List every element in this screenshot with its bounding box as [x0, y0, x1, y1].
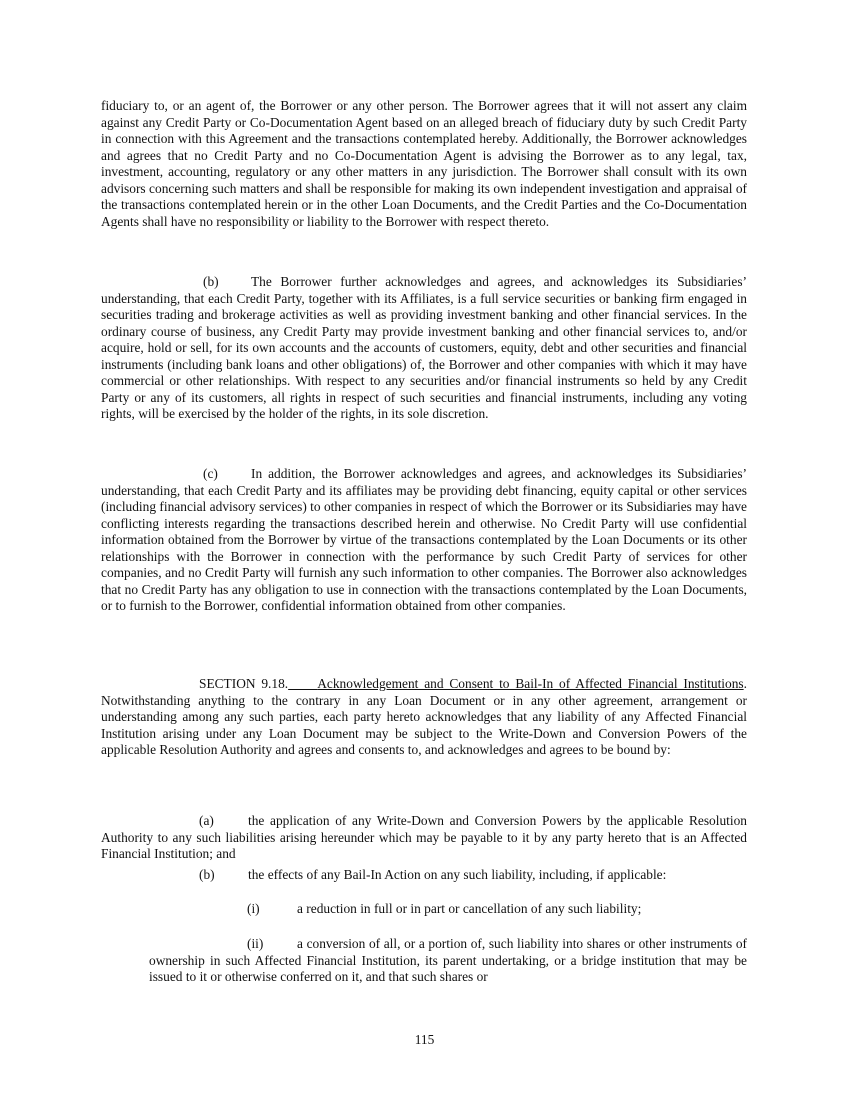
- clause-b-label: (b): [199, 867, 215, 882]
- section-title-text: Acknowledgement and Consent to Bail-In of Affected Financial Institutions: [317, 676, 744, 691]
- paragraph-b-label: (b): [203, 274, 219, 289]
- subclause-ii-text: a conversion of all, or a portion of, such liability into shares or other instruments of ownership in such Affected Financial Institution, its parent undertaking, or a bridge institution that may be issued to it or otherwise conferred on it, and that such shares or: [149, 936, 747, 984]
- subclause-ii: [149, 936, 747, 986]
- clause-a-label: (a): [199, 813, 214, 828]
- section-text: . Notwithstanding anything to the contrary in any Loan Document or in any other agreement, arrangement or understanding among any such parties, each party hereto acknowledges that any liability of any Affected Financial Institution arising under any Loan Document may be subject to the Write-Down and Conversion Powers of the applicable Resolution Authority and agrees and consents to, and acknowledges and agrees to be bound by:: [101, 676, 747, 757]
- paragraph-c-text: In addition, the Borrower acknowledges and agrees, and acknowledges its Subsidiaries’ understanding, that each Credit Party and its affiliates may be providing debt financing, equity capital or other services (including financial advisory services) to other companies in respect of which the Borrower or its Subsidiaries may have conflicting interests regarding the transactions described herein and otherwise. No Credit Party will use confidential information obtained from the Borrower by virtue of the transactions contemplated by the Loan Documents or its other relationships with the Borrower in connection with the performance by such Credit Party of services for other companies, and no Credit Party will furnish any such information to other companies. The Borrower also acknowledges that no Credit Party has any obligation to use in connection with the transactions contemplated by the Loan Documents, or to furnish to the Borrower, confidential information obtained from other companies.: [101, 466, 747, 613]
- subclause-ii-label: (ii): [247, 936, 264, 951]
- page-number: 115: [414, 1032, 435, 1047]
- clause-b: [101, 867, 747, 884]
- subclause-i: [149, 901, 747, 918]
- section-number: SECTION 9.18.: [199, 676, 289, 691]
- paragraph-c-label: (c): [203, 466, 218, 481]
- section-title: [288, 676, 743, 691]
- paragraph-c: [101, 466, 747, 615]
- paragraph-b: [101, 274, 747, 423]
- clause-a: [101, 813, 747, 863]
- subclause-i-label: (i): [247, 901, 260, 916]
- section-9-18: [101, 676, 747, 759]
- paragraph-b-text: The Borrower further acknowledges and agrees, and acknowledges its Subsidiaries’ understanding, that each Credit Party, together with its Affiliates, is a full service securities or banking firm engaged in securities trading and brokerage activities as well as providing investment banking and other financial services. In the ordinary course of business, any Credit Party may provide investment banking and other financial services to, and/or acquire, hold or sell, for its own accounts and the accounts of customers, equity, debt and other securities and financial instruments (including bank loans and other obligations) of, the Borrower and other companies with which it may have commercial or other relationships. With respect to any securities and/or financial instruments so held by any Credit Party or any of its customers, all rights in respect of such securities and financial instruments, including any voting rights, will be exercised by the holder of the rights, in its sole discretion.: [101, 274, 747, 421]
- paragraph-fiduciary: fiduciary to, or an agent of, the Borrower or any other person. The Borrower agrees that it will not assert any claim against any Credit Party or Co-Documentation Agent based on an alleged breach of fiduciary duty by such Credit Party in connection with this Agreement and the transactions contemplated hereby. Additionally, the Borrower acknowledges and agrees that no Credit Party and no Co-Documentation Agent is advising the Borrower as to any legal, tax, investment, accounting, regulatory or any other matters in any jurisdiction. The Borrower shall consult with its own advisors concerning such matters and shall be responsible for making its own independent investigation and appraisal of the transactions contemplated herein or in the other Loan Documents, and the Credit Parties and the Co-Documentation Agents shall have no responsibility or liability to the Borrower with respect thereto.: [101, 98, 747, 229]
- subclause-i-text: a reduction in full or in part or cancellation of any such liability;: [297, 901, 642, 916]
- clause-a-text: the application of any Write-Down and Conversion Powers by the applicable Resolution Authority to any such liabilities arising hereunder which may be payable to it by any party hereto that is an Affected Financial Institution; and: [101, 813, 747, 861]
- clause-b-text: the effects of any Bail-In Action on any such liability, including, if applicable:: [248, 867, 667, 882]
